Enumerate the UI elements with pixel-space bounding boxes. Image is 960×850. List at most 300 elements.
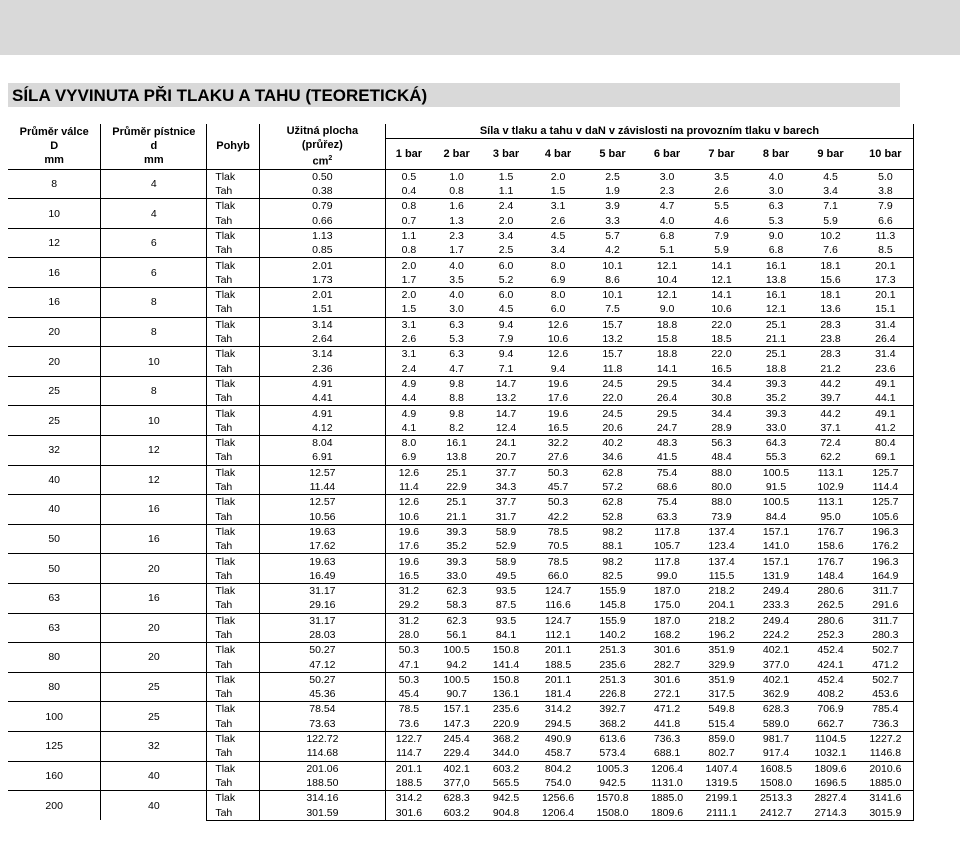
force-cell: 8.8 (449, 392, 464, 405)
force-cell: 113.1 (803, 465, 858, 480)
motion-cell: Tah (207, 273, 259, 288)
force-cell: 12.1 (765, 303, 787, 316)
force-cell: 235.6 (599, 658, 626, 671)
cylinder-diameter-cell: 10 (8, 199, 101, 229)
force-cell: 13.2 (495, 392, 517, 405)
table-row (8, 495, 914, 510)
force-cell: 13.8 (765, 273, 787, 286)
area-cell: 73.63 (259, 717, 385, 732)
area-cell: 12.57 (259, 495, 385, 510)
force-cell: 117.8 (640, 554, 695, 569)
force-cell: 904.8 (481, 805, 530, 820)
motion-cell: Tlak (207, 406, 259, 421)
motion-cell: Tah (207, 539, 259, 554)
rod-diameter-cell: 40 (101, 791, 207, 821)
force-cell: 8.2 (449, 421, 464, 434)
force-cell: 145.8 (599, 599, 626, 612)
force-cell: 3.5 (694, 169, 749, 184)
force-cell: 1608.5 (749, 761, 804, 776)
force-cell: 66.0 (547, 569, 569, 582)
force-cell: 2.5 (585, 169, 640, 184)
force-cell: 6.3 (432, 317, 481, 332)
force-cell: 1.6 (432, 199, 481, 214)
force-cell: 63.3 (656, 510, 678, 523)
force-cell: 0.7 (401, 214, 417, 227)
force-cell: 252.3 (817, 629, 844, 641)
force-cell: 2.4 (401, 362, 417, 375)
force-cell: 8.0 (385, 436, 431, 451)
force-cell: 515.4 (708, 717, 735, 730)
force-cell: 317.5 (708, 688, 735, 701)
force-cell: 16.5 (711, 362, 732, 375)
force-cell: 15.7 (585, 317, 640, 332)
rod-diameter-cell: 12 (101, 465, 207, 495)
force-cell: 218.2 (694, 583, 749, 598)
force-cell: 9.0 (749, 228, 804, 243)
force-cell: 9.0 (659, 303, 675, 316)
force-cell: 549.8 (694, 702, 749, 717)
header-pressure-1: 1 bar (385, 139, 431, 169)
force-cell: 201.1 (531, 672, 586, 687)
table-row (8, 258, 914, 273)
force-cell: 1131.0 (651, 776, 683, 789)
rod-diameter-cell: 20 (101, 643, 207, 673)
page-title: SÍLA VYVINUTA PŘI TLAKU A TAHU (TEORETICKÁ) (8, 83, 900, 107)
force-cell: 6.6 (858, 214, 914, 229)
force-cell: 78.5 (385, 702, 431, 717)
area-cell: 0.38 (259, 184, 385, 199)
area-cell: 10.56 (259, 509, 385, 524)
motion-cell: Tah (207, 184, 259, 199)
force-cell: 2111.1 (694, 805, 749, 820)
motion-cell: Tlak (207, 583, 259, 598)
force-cell: 117.8 (640, 524, 695, 539)
force-cell: 2.3 (659, 185, 675, 198)
force-cell: 453.6 (858, 687, 914, 702)
force-cell: 424.1 (817, 658, 844, 671)
force-cell: 3141.6 (858, 791, 914, 806)
motion-cell: Tlak (207, 761, 259, 776)
area-cell: 1.13 (259, 228, 385, 243)
motion-cell: Tlak (207, 702, 259, 717)
table-row (8, 583, 914, 598)
force-cell: 75.4 (640, 465, 695, 480)
force-cell: 14.7 (481, 406, 530, 421)
table-row (8, 228, 914, 243)
table-row (8, 702, 914, 717)
force-cell: 452.4 (803, 672, 858, 687)
force-cell: 22.0 (602, 392, 623, 405)
area-cell: 4.12 (259, 421, 385, 436)
motion-cell: Tah (207, 628, 259, 643)
table-row (8, 672, 914, 687)
force-cell: 4.9 (385, 376, 431, 391)
area-cell: 0.66 (259, 214, 385, 229)
cylinder-diameter-cell: 16 (8, 258, 101, 288)
force-cell: 20.1 (858, 258, 914, 273)
force-cell: 2827.4 (803, 791, 858, 806)
motion-cell: Tah (207, 421, 259, 436)
force-cell: 1.7 (401, 273, 417, 286)
force-cell: 137.4 (694, 554, 749, 569)
force-cell: 10.6 (398, 510, 420, 523)
force-cell: 573.4 (599, 747, 626, 760)
force-cell: 1809.6 (803, 761, 858, 776)
area-cell: 78.54 (259, 702, 385, 717)
force-cell: 8.0 (531, 288, 586, 303)
area-cell: 8.04 (259, 436, 385, 451)
rod-diameter-cell: 20 (101, 554, 207, 584)
motion-cell: Tah (207, 362, 259, 377)
motion-cell: Tah (207, 214, 259, 229)
force-cell: 4.5 (531, 228, 586, 243)
force-cell: 7.9 (694, 228, 749, 243)
force-cell: 16.5 (398, 569, 420, 582)
area-cell: 122.72 (259, 731, 385, 746)
area-cell: 1.73 (259, 273, 385, 288)
area-cell: 114.68 (259, 746, 385, 761)
force-cell: 6.0 (481, 258, 530, 273)
force-cell: 24.7 (656, 421, 678, 434)
area-cell: 4.91 (259, 406, 385, 421)
force-cell: 37.7 (481, 465, 530, 480)
force-cell: 3.9 (585, 199, 640, 214)
force-cell: 204.1 (708, 599, 735, 612)
rod-diameter-cell: 6 (101, 258, 207, 288)
force-cell: 471.2 (640, 702, 695, 717)
force-cell: 15.8 (656, 333, 678, 346)
force-cell: 1.5 (481, 169, 530, 184)
motion-cell: Tlak (207, 731, 259, 746)
force-cell: 368.2 (481, 731, 530, 746)
force-cell: 245.4 (432, 731, 481, 746)
force-cell: 39.3 (432, 524, 481, 539)
table-row (8, 761, 914, 776)
force-cell: 7.1 (498, 362, 514, 375)
force-cell: 1227.2 (858, 731, 914, 746)
force-cell: 34.4 (694, 376, 749, 391)
force-cell: 25.1 (749, 317, 804, 332)
force-cell: 6.3 (749, 199, 804, 214)
force-cell: 3015.9 (858, 805, 914, 820)
rod-diameter-cell: 16 (101, 583, 207, 613)
header-motion: Pohyb (207, 124, 259, 169)
motion-cell: Tlak (207, 199, 259, 214)
force-cell: 13.6 (820, 303, 841, 316)
force-cell: 981.7 (749, 731, 804, 746)
force-cell: 17.6 (547, 392, 569, 405)
force-cell: 175.0 (653, 599, 681, 612)
force-cell: 2199.1 (694, 791, 749, 806)
area-cell: 3.14 (259, 317, 385, 332)
force-cell: 24.1 (481, 436, 530, 451)
force-cell: 314.2 (385, 791, 431, 806)
force-cell: 9.8 (432, 406, 481, 421)
motion-cell: Tah (207, 805, 259, 820)
cylinder-diameter-cell: 160 (8, 761, 101, 791)
force-cell: 1.5 (550, 185, 566, 198)
area-cell: 0.85 (259, 243, 385, 258)
force-cell: 282.7 (653, 658, 681, 671)
force-cell: 70.5 (547, 540, 569, 553)
force-cell: 125.7 (858, 465, 914, 480)
force-cell: 4.0 (432, 258, 481, 273)
force-cell: 2.5 (498, 244, 514, 257)
force-cell: 706.9 (803, 702, 858, 717)
force-cell: 15.1 (858, 302, 914, 317)
force-cell: 58.3 (446, 599, 467, 612)
force-cell: 10.6 (547, 333, 569, 346)
rod-diameter-cell: 16 (101, 524, 207, 554)
rod-diameter-cell: 25 (101, 702, 207, 732)
header-pressure-9: 9 bar (803, 139, 858, 169)
force-cell: 220.9 (492, 717, 520, 730)
force-cell: 18.5 (711, 333, 732, 346)
force-cell: 4.9 (385, 406, 431, 421)
force-cell: 6.9 (550, 273, 566, 286)
force-cell: 35.2 (765, 392, 787, 405)
force-cell: 377.0 (762, 658, 790, 671)
force-cell: 942.5 (481, 791, 530, 806)
force-cell: 124.7 (531, 613, 586, 628)
force-cell: 1206.4 (531, 805, 586, 820)
force-cell: 26.4 (858, 332, 914, 347)
force-cell: 6.9 (401, 451, 417, 464)
force-cell: 17.3 (858, 273, 914, 288)
force-cell: 502.7 (858, 643, 914, 658)
force-cell: 1.1 (498, 185, 514, 198)
force-cell: 13.2 (602, 333, 623, 346)
area-cell: 50.27 (259, 643, 385, 658)
cylinder-diameter-cell: 16 (8, 288, 101, 318)
force-cell: 44.2 (803, 406, 858, 421)
force-cell: 12.6 (385, 465, 431, 480)
force-cell: 84.1 (495, 629, 517, 641)
force-cell: 12.1 (640, 288, 695, 303)
force-cell: 5.9 (714, 244, 729, 257)
force-cell: 24.5 (585, 406, 640, 421)
area-cell: 31.17 (259, 583, 385, 598)
force-cell: 29.5 (640, 406, 695, 421)
force-cell: 3.8 (858, 184, 914, 199)
force-cell: 131.9 (762, 569, 790, 582)
cylinder-diameter-cell: 100 (8, 702, 101, 732)
force-cell: 224.2 (762, 629, 790, 641)
force-cell: 201.1 (531, 643, 586, 658)
force-cell: 1696.5 (814, 776, 847, 789)
force-cell: 115.5 (708, 569, 735, 582)
force-cell: 91.5 (765, 481, 787, 494)
force-cell: 41.2 (858, 421, 914, 436)
force-cell: 188.5 (395, 776, 423, 789)
force-cell: 262.5 (817, 599, 844, 612)
force-cell: 754.0 (544, 776, 572, 789)
force-cell: 1.0 (432, 169, 481, 184)
area-cell: 50.27 (259, 672, 385, 687)
force-cell: 7.5 (605, 303, 620, 316)
force-cell: 628.3 (749, 702, 804, 717)
motion-cell: Tlak (207, 258, 259, 273)
force-cell: 402.1 (749, 643, 804, 658)
area-cell: 45.36 (259, 687, 385, 702)
table-row (8, 169, 914, 184)
force-cell: 176.7 (803, 524, 858, 539)
force-cell: 0.4 (401, 185, 417, 198)
force-cell: 32.2 (531, 436, 586, 451)
motion-cell: Tlak (207, 169, 259, 184)
header-rod-diameter: Průměr pístnice d mm (101, 124, 207, 169)
header-pressure-5: 5 bar (585, 139, 640, 169)
force-cell: 452.4 (803, 643, 858, 658)
force-cell: 33.0 (765, 421, 787, 434)
area-cell: 17.62 (259, 539, 385, 554)
force-cell: 93.5 (481, 613, 530, 628)
force-cell: 68.6 (656, 481, 678, 494)
force-cell: 39.3 (749, 376, 804, 391)
area-cell: 2.01 (259, 258, 385, 273)
force-cell: 58.9 (481, 524, 530, 539)
force-cell: 137.4 (694, 524, 749, 539)
force-cell: 8.6 (605, 273, 620, 286)
force-cell: 351.9 (694, 672, 749, 687)
force-cell: 1508.0 (759, 776, 793, 789)
force-cell: 122.7 (385, 731, 431, 746)
force-cell: 280.3 (858, 628, 914, 643)
force-cell: 392.7 (585, 702, 640, 717)
area-cell: 1.51 (259, 302, 385, 317)
force-cell: 47.1 (398, 658, 420, 671)
force-cell: 80.4 (858, 436, 914, 451)
force-cell: 78.5 (531, 554, 586, 569)
table-row (8, 613, 914, 628)
motion-cell: Tlak (207, 436, 259, 451)
force-cell: 6.0 (481, 288, 530, 303)
motion-cell: Tlak (207, 288, 259, 303)
force-cell: 6.8 (640, 228, 695, 243)
force-cell: 88.0 (694, 495, 749, 510)
force-cell: 565.5 (492, 776, 520, 789)
motion-cell: Tah (207, 243, 259, 258)
force-cell: 29.5 (640, 376, 695, 391)
force-cell: 10.4 (656, 273, 678, 286)
force-cell: 49.1 (858, 406, 914, 421)
force-cell: 31.4 (858, 347, 914, 362)
cylinder-diameter-cell: 8 (8, 169, 101, 199)
force-cell: 301.6 (640, 643, 695, 658)
force-cell: 251.3 (585, 672, 640, 687)
force-cell: 140.2 (599, 629, 626, 641)
force-cell: 44.2 (803, 376, 858, 391)
force-cell: 18.8 (765, 362, 787, 375)
cylinder-diameter-cell: 63 (8, 583, 101, 613)
force-cell: 1.5 (401, 303, 417, 316)
force-cell: 859.0 (694, 731, 749, 746)
motion-cell: Tlak (207, 643, 259, 658)
force-cell: 3.4 (550, 244, 566, 257)
area-cell: 3.14 (259, 347, 385, 362)
cylinder-diameter-cell: 40 (8, 495, 101, 525)
force-cell: 1146.8 (858, 746, 914, 761)
motion-cell: Tah (207, 569, 259, 584)
force-cell: 2.0 (531, 169, 586, 184)
force-cell: 688.1 (653, 747, 681, 760)
area-cell: 12.57 (259, 465, 385, 480)
force-cell: 50.3 (385, 672, 431, 687)
force-cell: 802.7 (708, 747, 735, 760)
force-cell: 249.4 (749, 613, 804, 628)
force-cell: 196.2 (708, 629, 735, 641)
force-cell: 15.6 (820, 273, 841, 286)
force-cell: 88.1 (602, 540, 623, 553)
force-cell: 176.7 (803, 554, 858, 569)
force-cell: 294.5 (544, 717, 572, 730)
force-cell: 1.7 (449, 244, 464, 257)
rod-diameter-cell: 4 (101, 199, 207, 229)
force-cell: 10.6 (711, 303, 732, 316)
cylinder-diameter-cell: 80 (8, 643, 101, 673)
force-cell: 12.6 (531, 347, 586, 362)
force-cell: 20.6 (602, 421, 623, 434)
force-cell: 17.6 (398, 540, 420, 553)
force-cell: 4.5 (803, 169, 858, 184)
force-cell: 14.1 (694, 258, 749, 273)
area-cell: 188.50 (259, 776, 385, 791)
force-cell: 1407.4 (694, 761, 749, 776)
force-cell: 603.2 (481, 761, 530, 776)
header-pressure-8: 8 bar (749, 139, 804, 169)
header-pressure-3: 3 bar (481, 139, 530, 169)
force-cell: 11.4 (399, 481, 419, 494)
force-cell: 3.4 (823, 185, 838, 198)
motion-cell: Tlak (207, 613, 259, 628)
force-cell: 7.1 (803, 199, 858, 214)
force-cell: 9.8 (432, 376, 481, 391)
motion-cell: Tah (207, 746, 259, 761)
force-cell: 50.3 (531, 465, 586, 480)
rod-diameter-cell: 12 (101, 436, 207, 466)
force-cell: 7.9 (858, 199, 914, 214)
force-cell: 24.5 (585, 376, 640, 391)
rod-diameter-cell: 8 (101, 317, 207, 347)
force-cell: 49.1 (858, 376, 914, 391)
force-cell: 80.0 (711, 481, 732, 494)
force-cell: 125.7 (858, 495, 914, 510)
force-cell: 368.2 (599, 717, 626, 730)
force-cell: 82.5 (602, 569, 623, 582)
area-cell: 314.16 (259, 791, 385, 806)
force-cell: 37.7 (481, 495, 530, 510)
force-cell: 21.1 (765, 333, 787, 346)
force-cell: 48.3 (640, 436, 695, 451)
force-cell: 16.1 (749, 288, 804, 303)
force-cell: 1.9 (605, 185, 620, 198)
force-cell: 502.7 (858, 672, 914, 687)
force-cell: 100.5 (749, 465, 804, 480)
force-cell: 12.1 (640, 258, 695, 273)
area-cell: 31.17 (259, 613, 385, 628)
force-cell: 90.7 (446, 688, 467, 701)
force-cell: 123.4 (708, 540, 735, 553)
force-cell: 20.1 (858, 288, 914, 303)
force-cell: 613.6 (585, 731, 640, 746)
force-cell: 28.9 (711, 421, 732, 434)
force-cell: 12.6 (385, 495, 431, 510)
motion-cell: Tah (207, 450, 259, 465)
force-cell: 2.0 (385, 288, 431, 303)
force-cell: 14.1 (656, 362, 678, 375)
force-cell: 18.1 (803, 288, 858, 303)
force-cell: 50.3 (531, 495, 586, 510)
